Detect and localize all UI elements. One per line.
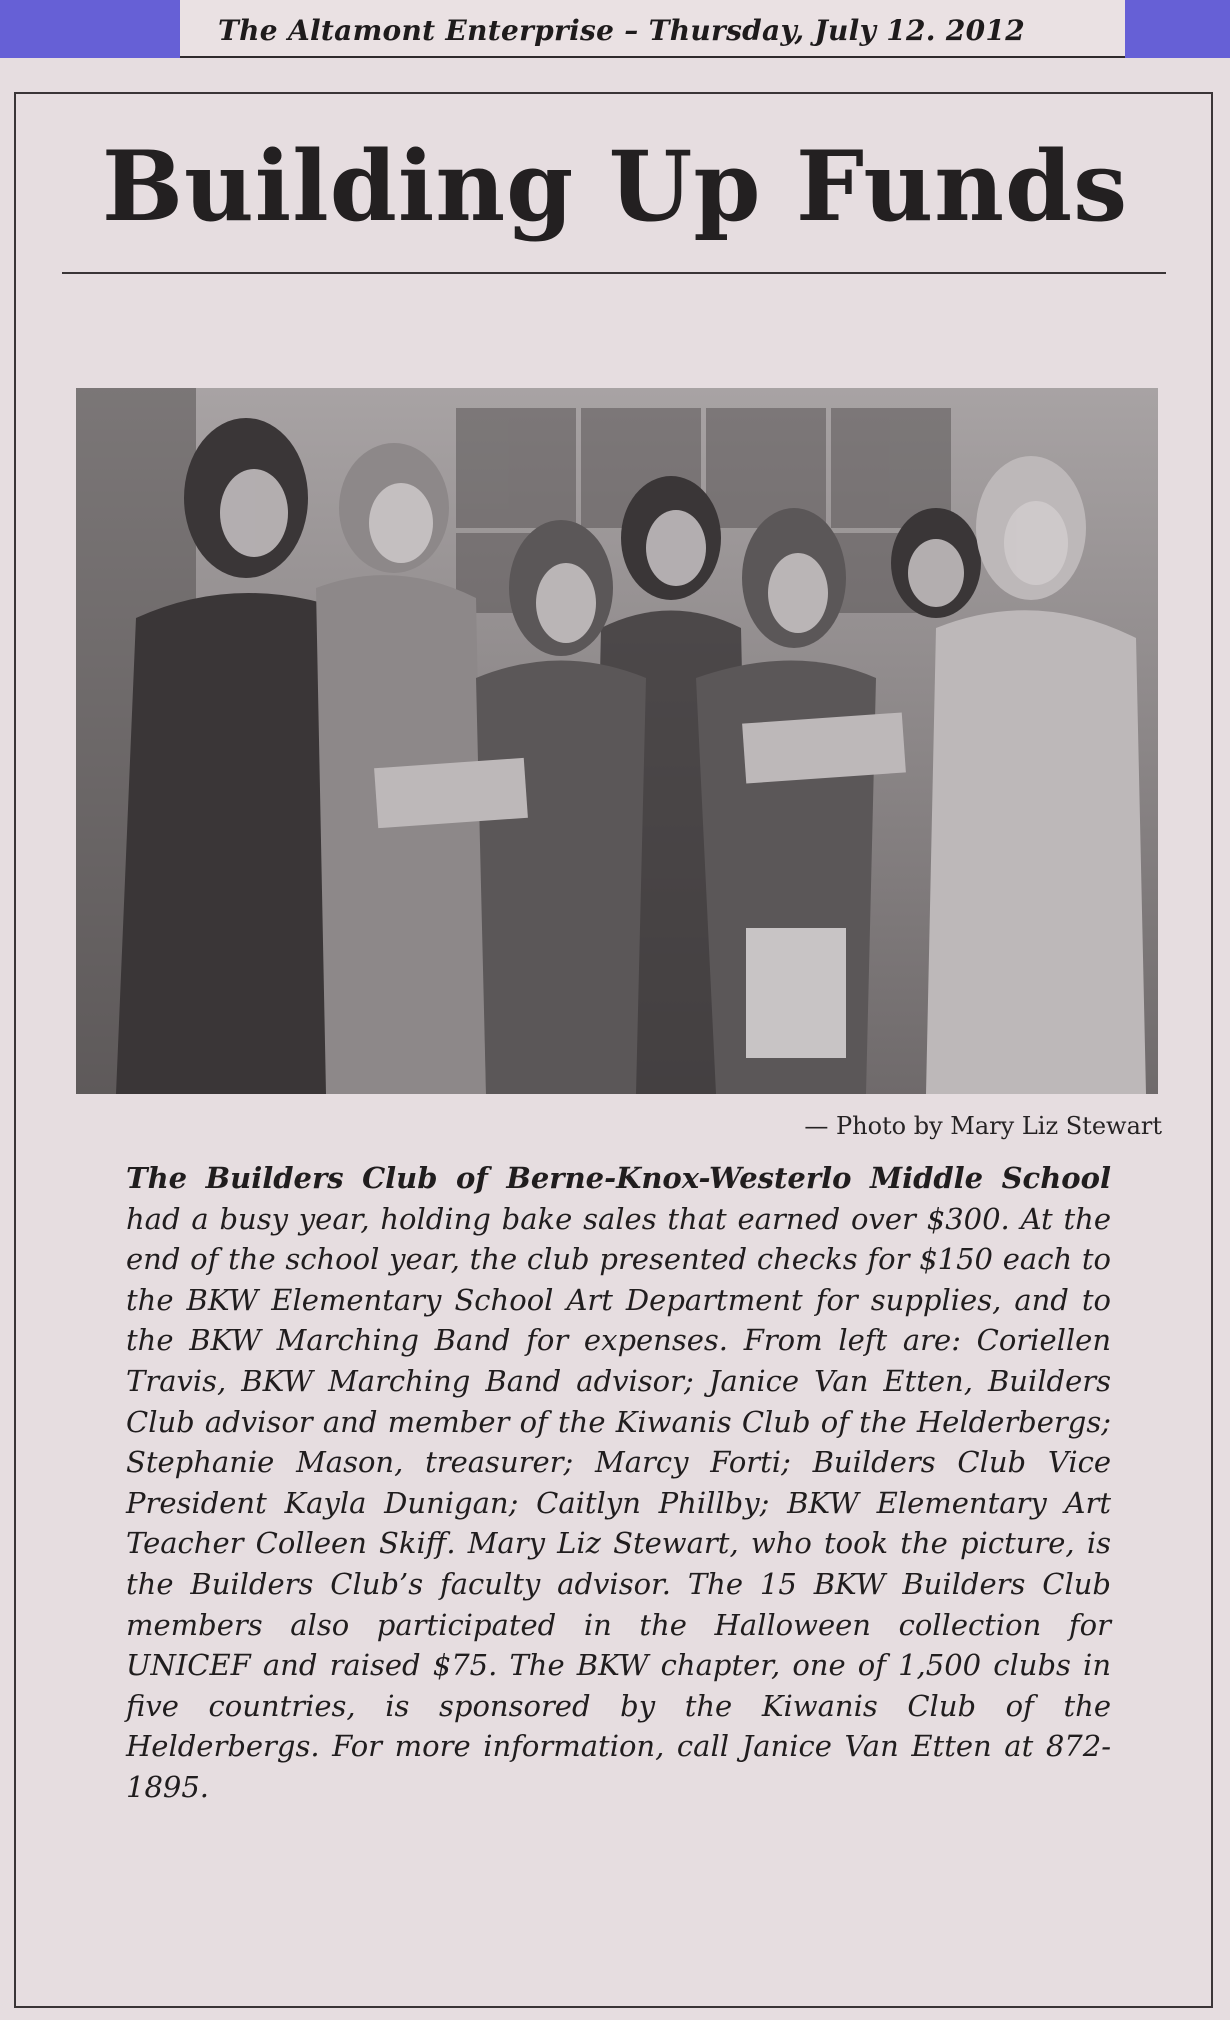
caption-lead: The Builders Club of Berne-Knox-Westerlo Middle School — [126, 1161, 1111, 1195]
caption-body: had a busy year, holding bake sales that earned over $300. At the end of the school year, the club presented checks for $150 each to the BKW Elementary School Art Department for supplies, and to the BKW Marching Band for expenses. From left are: Coriellen Travis, BKW Marching Band advisor; Janice Van Etten, Builders Club advisor and member of the Kiwanis Club of the Helderbergs; Stephanie Mason, treasurer; Marcy Forti; Builders Club Vice President Kayla Dunigan; Caitlyn Phillby; BKW Elementary Art Teacher Colleen Skiff. Mary Liz Stewart, who took the picture, is the Builders Club’s faculty advisor. The 15 BKW Builders Club members also participated in the Halloween collection for UNICEF and raised $75. The BKW chapter, one of 1,500 clubs in five countries, is sponsored by the Kiwanis Club of the Helderbergs. For more information, call Janice Van Etten at 872-1895. — [126, 1201, 1111, 1804]
group-photo-image — [76, 388, 1158, 1094]
headline: Building Up Funds — [101, 130, 1129, 243]
masthead: The Altamont Enterprise – Thursday, July 12. 2012 — [218, 14, 1025, 47]
photo-credit: — Photo by Mary Liz Stewart — [804, 1112, 1162, 1140]
headline-rule — [62, 272, 1166, 274]
photo-caption — [126, 1158, 1111, 1808]
group-photo — [76, 388, 1158, 1094]
